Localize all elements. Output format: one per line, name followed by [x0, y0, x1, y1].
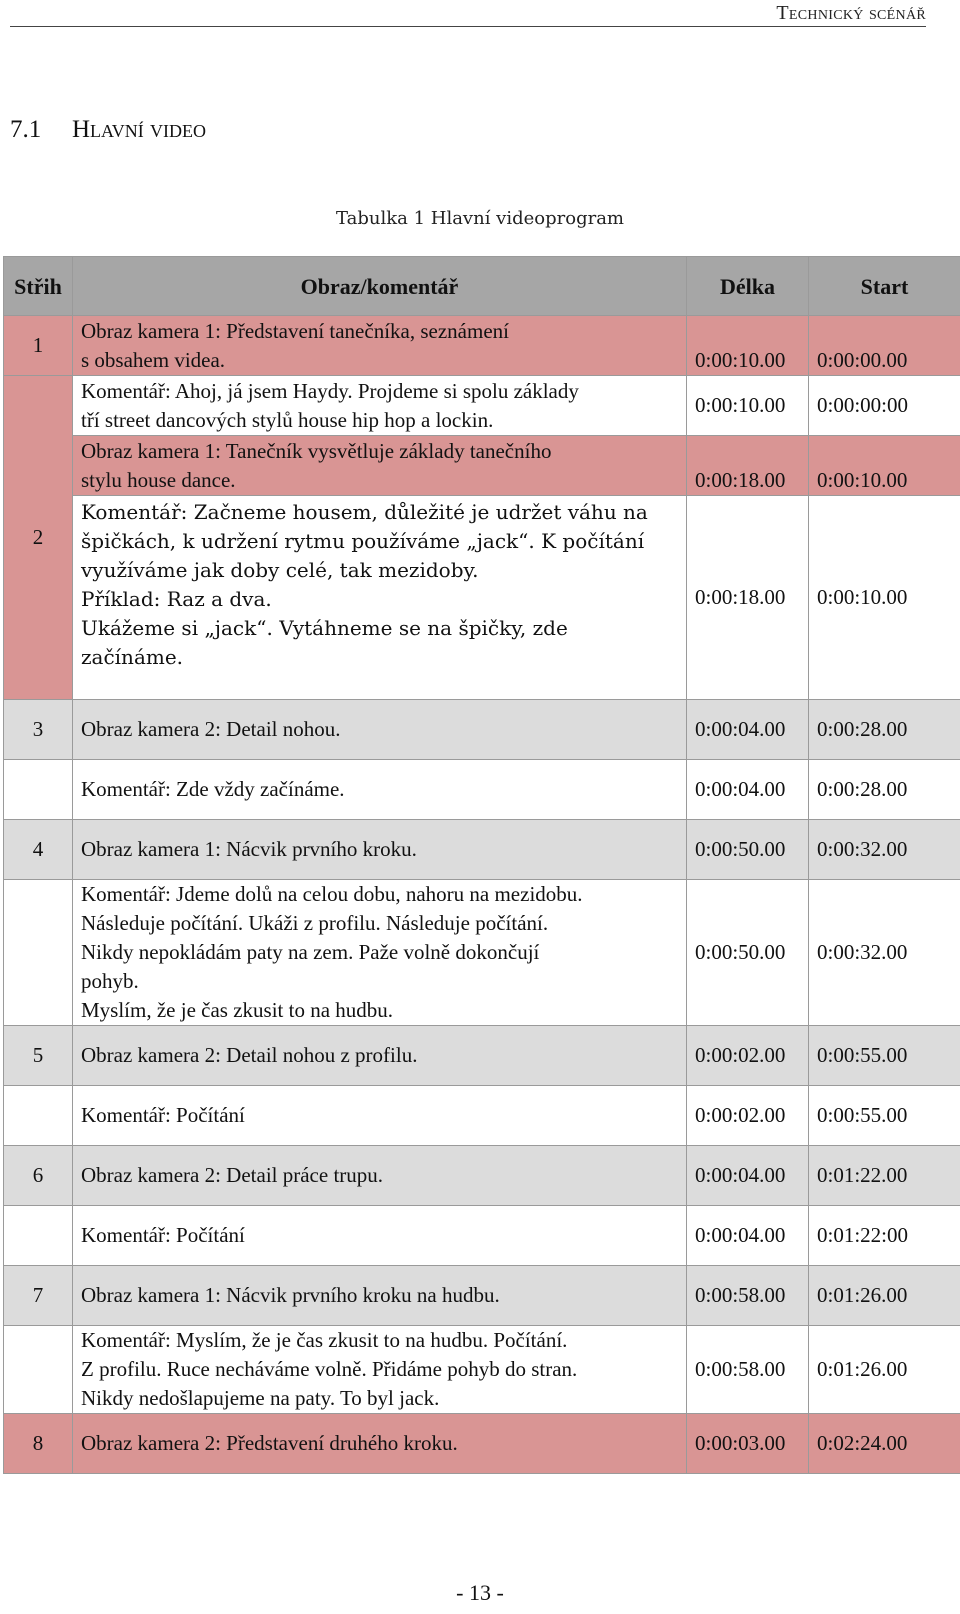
length-cell: 0:00:10.00 [687, 376, 809, 436]
length-cell: 0:00:10.00 [687, 316, 809, 376]
shot-description [73, 436, 687, 496]
line: využíváme jak doby celé, tak mezidoby. [81, 558, 479, 582]
cut-number: 8 [4, 1414, 73, 1474]
start-cell: 0:00:55.00 [809, 1026, 960, 1086]
cut-number: 7 [4, 1266, 73, 1326]
shot-description: Obraz kamera 2: Detail nohou z profilu. [73, 1026, 687, 1086]
start-cell: 0:00:00.00 [809, 316, 960, 376]
line: Komentář: Myslím, že je čas zkusit to na hudbu. Počítání. [81, 1328, 568, 1352]
start-cell: 0:00:10.00 [809, 436, 960, 496]
length-cell: 0:00:58.00 [687, 1326, 809, 1414]
line: Obraz kamera 1: Představení tanečníka, seznámení [81, 318, 509, 343]
cut-number [4, 1326, 73, 1414]
section-number: 7.1 [10, 116, 42, 143]
shot-description: Obraz kamera 1: Nácvik prvního kroku. [73, 820, 687, 880]
table-row [4, 820, 960, 880]
section-heading [10, 116, 206, 144]
cut-number [4, 880, 73, 1026]
length-cell: 0:00:50.00 [687, 880, 809, 1026]
comment-text: Komentář: Zde vždy začínáme. [73, 760, 687, 820]
table-row [4, 1414, 960, 1474]
table-row [4, 760, 960, 820]
table-row [4, 1206, 960, 1266]
start-cell: 0:00:10.00 [809, 496, 960, 700]
start-cell: 0:00:55.00 [809, 1086, 960, 1146]
start-cell: 0:00:32.00 [809, 820, 960, 880]
cut-number: 3 [4, 700, 73, 760]
page-number: - 13 - [456, 1580, 504, 1605]
length-cell: 0:00:03.00 [687, 1414, 809, 1474]
comment-text [73, 376, 687, 436]
table-row [4, 1326, 960, 1414]
table-row [4, 316, 960, 376]
table-row [4, 1146, 960, 1206]
cut-number: 1 [4, 316, 73, 376]
start-cell: 0:00:28.00 [809, 760, 960, 820]
start-cell: 0:01:26.00 [809, 1266, 960, 1326]
shot-description: Obraz kamera 2: Detail nohou. [73, 700, 687, 760]
line: pohyb. [81, 969, 139, 993]
line: špičkách, k udržení rytmu používáme „jack“. K počítání [81, 529, 645, 553]
cut-number [4, 760, 73, 820]
length-cell: 0:00:18.00 [687, 496, 809, 700]
cut-number: 6 [4, 1146, 73, 1206]
length-cell: 0:00:58.00 [687, 1266, 809, 1326]
table-row [4, 700, 960, 760]
shot-description: Obraz kamera 2: Detail práce trupu. [73, 1146, 687, 1206]
table-row [4, 880, 960, 1026]
line: Nikdy nepokládám paty na zem. Paže volně dokončují [81, 940, 540, 964]
table-row [4, 1266, 960, 1326]
length-cell: 0:00:18.00 [687, 436, 809, 496]
table-row [4, 1026, 960, 1086]
header-cut: Střih [4, 257, 73, 316]
line: Ukážeme si „jack“. Vytáhneme se na špičky, zde [81, 616, 568, 640]
length-cell: 0:00:04.00 [687, 1206, 809, 1266]
length-cell: 0:00:04.00 [687, 1146, 809, 1206]
table-caption: Tabulka 1 Hlavní videoprogram [336, 208, 624, 229]
shot-description: Obraz kamera 2: Představení druhého kroku. [73, 1414, 687, 1474]
start-cell: 0:02:24.00 [809, 1414, 960, 1474]
cut-number: 2 [4, 376, 73, 700]
line: Komentář: Ahoj, já jsem Haydy. Projdeme si spolu základy [81, 378, 579, 403]
table-row [4, 436, 960, 496]
comment-text [73, 496, 687, 700]
header-length: Délka [687, 257, 809, 316]
comment-text [73, 1326, 687, 1414]
line: Nikdy nedošlapujeme na paty. To byl jack. [81, 1386, 440, 1410]
table-header-row [4, 257, 960, 316]
cut-number: 5 [4, 1026, 73, 1086]
shot-description: Obraz kamera 1: Nácvik prvního kroku na hudbu. [73, 1266, 687, 1326]
start-cell: 0:00:00:00 [809, 376, 960, 436]
table-row [4, 376, 960, 436]
comment-text: Komentář: Počítání [73, 1086, 687, 1146]
line: Myslím, že je čas zkusit to na hudbu. [81, 998, 394, 1022]
line: Komentář: Začneme housem, důležité je udržet váhu na [81, 500, 648, 524]
start-cell: 0:01:22:00 [809, 1206, 960, 1266]
header-image-comment: Obraz/komentář [73, 257, 687, 316]
start-cell: 0:01:22.00 [809, 1146, 960, 1206]
table-row [4, 496, 960, 700]
section-title: Hlavní video [72, 116, 206, 143]
length-cell: 0:00:02.00 [687, 1026, 809, 1086]
length-cell: 0:00:02.00 [687, 1086, 809, 1146]
cut-number [4, 1206, 73, 1266]
line: Z profilu. Ruce necháváme volně. Přidáme pohyb do stran. [81, 1357, 578, 1381]
length-cell: 0:00:04.00 [687, 760, 809, 820]
line: s obsahem videa. [81, 347, 226, 372]
length-cell: 0:00:50.00 [687, 820, 809, 880]
line: Následuje počítání. Ukáži z profilu. Následuje počítání. [81, 911, 549, 935]
start-cell: 0:01:26.00 [809, 1326, 960, 1414]
shot-description [73, 316, 687, 376]
cut-number [4, 1086, 73, 1146]
running-header: Technický scénář [776, 2, 926, 24]
comment-text: Komentář: Počítání [73, 1206, 687, 1266]
comment-text [73, 880, 687, 1026]
start-cell: 0:00:28.00 [809, 700, 960, 760]
line: začínáme. [81, 645, 184, 669]
header-start: Start [809, 257, 960, 316]
table-row [4, 1086, 960, 1146]
line: stylu house dance. [81, 467, 236, 492]
cut-number: 4 [4, 820, 73, 880]
line: Obraz kamera 1: Tanečník vysvětluje základy tanečního [81, 438, 552, 463]
line: Příklad: Raz a dva. [81, 587, 272, 611]
start-cell: 0:00:32.00 [809, 880, 960, 1026]
header-rule [10, 26, 926, 27]
line: Komentář: Jdeme dolů na celou dobu, nahoru na mezidobu. [81, 882, 583, 906]
video-script-table [3, 256, 960, 1474]
line: tří street dancových stylů house hip hop a lockin. [81, 407, 494, 432]
length-cell: 0:00:04.00 [687, 700, 809, 760]
